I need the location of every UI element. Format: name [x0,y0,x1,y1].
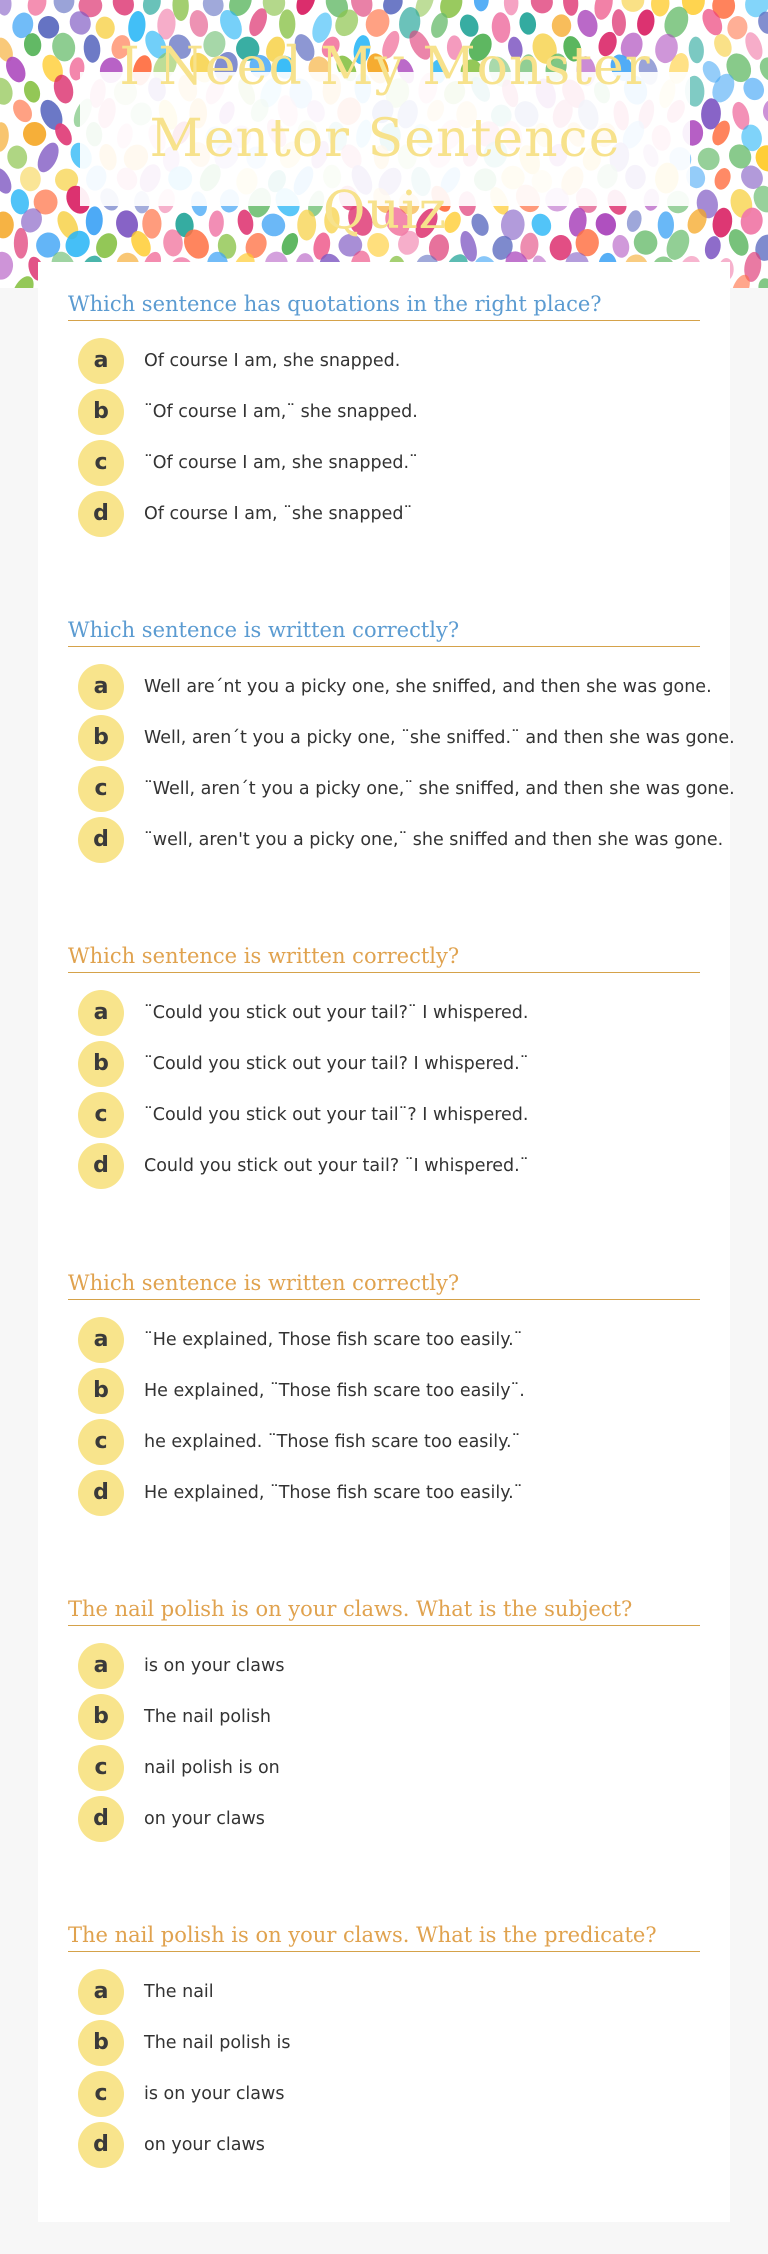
question-3 [68,939,700,1191]
answer-option-a[interactable] [68,1314,700,1365]
paint-stroke [742,30,766,62]
question-prompt: The nail polish is on your claws. What is the predicate? [68,1918,700,1952]
option-letter-badge: d [78,817,124,863]
answer-option-d[interactable] [68,488,700,539]
answer-option-b[interactable] [68,1691,700,1742]
paint-stroke [293,0,319,18]
paint-stroke [0,211,14,238]
question-prompt: Which sentence is written correctly? [68,613,700,647]
paint-stroke [6,144,29,170]
paint-stroke [53,0,75,14]
page-title [80,31,690,247]
option-text: ¨He explained, Those fish scare too easily.¨ [144,1329,523,1350]
paint-stroke [688,36,705,64]
option-letter-badge: d [78,1470,124,1516]
option-text: The nail [144,1981,214,2002]
answer-option-a[interactable] [68,987,700,1038]
paint-stroke [474,0,490,12]
question-6 [68,1918,700,2170]
option-text: nail polish is on [144,1757,280,1778]
option-text: Could you stick out your tail? ¨I whispered.¨ [144,1155,529,1176]
option-letter-badge: c [78,2071,124,2117]
title-line-2: Mentor Sentence Quiz [149,109,621,241]
question-prompt: Which sentence is written correctly? [68,1266,700,1300]
question-5 [68,1592,700,1844]
answer-option-b[interactable] [68,1365,700,1416]
option-letter-badge: d [78,1796,124,1842]
paint-stroke [651,0,670,17]
option-letter-badge: b [78,1368,124,1414]
option-letter-badge: b [78,715,124,761]
option-letter-badge: d [78,2122,124,2168]
option-text: He explained, ¨Those fish scare too easily.¨ [144,1482,523,1503]
option-text: on your claws [144,2134,265,2155]
answer-option-a[interactable] [68,1640,700,1691]
option-letter-badge: a [78,1643,124,1689]
question-2 [68,613,735,865]
option-text: ¨Could you stick out your tail? I whispered.¨ [144,1053,529,1074]
answer-option-d[interactable] [68,1140,700,1191]
paint-stroke [14,228,28,259]
answer-option-c[interactable] [68,2068,700,2119]
paint-stroke [21,120,49,149]
option-text: The nail polish [144,1706,271,1727]
question-prompt: The nail polish is on your claws. What is the subject? [68,1592,700,1626]
answer-option-d[interactable] [68,814,724,865]
paint-stroke [0,251,14,281]
answer-option-c[interactable] [68,1416,700,1467]
paint-stroke [0,165,15,197]
option-letter-badge: c [78,766,124,812]
option-text: ¨well, aren't you a picky one,¨ she sniffed and then she was gone. [144,829,724,850]
option-text: Of course I am, she snapped. [144,350,401,371]
answer-option-d[interactable] [68,1793,700,1844]
question-1 [68,287,700,539]
answer-option-c[interactable] [68,1742,700,1793]
option-letter-badge: a [78,1317,124,1363]
option-letter-badge: b [78,389,124,435]
answer-option-b[interactable] [68,2017,700,2068]
option-text: Of course I am, ¨she snapped¨ [144,503,413,524]
option-letter-badge: c [78,440,124,486]
question-prompt: Which sentence has quotations in the right place? [68,287,700,321]
answer-option-c[interactable] [68,763,735,814]
option-text: Well, aren´t you a picky one, ¨she sniffed.¨ and then she was gone. [144,727,735,748]
answer-option-c[interactable] [68,1089,700,1140]
option-text: is on your claws [144,1655,285,1676]
answer-option-a[interactable] [68,335,700,386]
quiz-card [38,262,735,2222]
answer-option-a[interactable] [68,661,712,712]
answer-option-c[interactable] [68,437,700,488]
option-text: The nail polish is [144,2032,291,2053]
option-text: He explained, ¨Those fish scare too easily¨. [144,1380,525,1401]
option-text: ¨Could you stick out your tail?¨ I whispered. [144,1002,529,1023]
option-letter-badge: d [78,1143,124,1189]
paint-stroke [21,79,42,105]
paint-stroke [0,0,12,16]
option-text: Well are´nt you a picky one, she sniffed, and then she was gone. [144,676,712,697]
option-letter-badge: b [78,1041,124,1087]
option-text: ¨Could you stick out your tail¨? I whispered. [144,1104,529,1125]
answer-option-a[interactable] [68,1966,700,2017]
option-text: ¨Of course I am, she snapped.¨ [144,452,418,473]
answer-option-b[interactable] [68,712,735,763]
option-text: on your claws [144,1808,265,1829]
paint-stroke [762,98,768,122]
option-letter-badge: c [78,1419,124,1465]
answer-option-d[interactable] [68,1467,700,1518]
option-letter-badge: b [78,2020,124,2066]
question-4 [68,1266,700,1518]
option-letter-badge: a [78,664,124,710]
paint-stroke [712,166,733,192]
option-letter-badge: a [78,990,124,1036]
option-letter-badge: c [78,1745,124,1791]
option-letter-badge: a [78,1969,124,2015]
option-text: ¨Well, aren´t you a picky one,¨ she sniffed, and then she was gone. [144,778,735,799]
option-letter-badge: c [78,1092,124,1138]
title-line-1: I Need My Monster [119,37,651,97]
answer-option-b[interactable] [68,386,700,437]
paint-stroke [703,235,723,261]
option-text: ¨Of course I am,¨ she snapped. [144,401,418,422]
question-prompt: Which sentence is written correctly? [68,939,700,973]
option-text: he explained. ¨Those fish scare too easily.¨ [144,1431,521,1452]
paint-stroke [504,0,519,15]
option-letter-badge: a [78,338,124,384]
title-box [80,37,690,241]
paint-stroke [562,0,579,16]
paint-stroke [528,0,557,17]
option-letter-badge: b [78,1694,124,1740]
paint-stroke [19,166,41,192]
answer-option-b[interactable] [68,1038,700,1089]
paint-stroke [0,121,10,152]
answer-option-d[interactable] [68,2119,700,2170]
option-text: is on your claws [144,2083,285,2104]
option-letter-badge: d [78,491,124,537]
header-banner [0,0,768,288]
